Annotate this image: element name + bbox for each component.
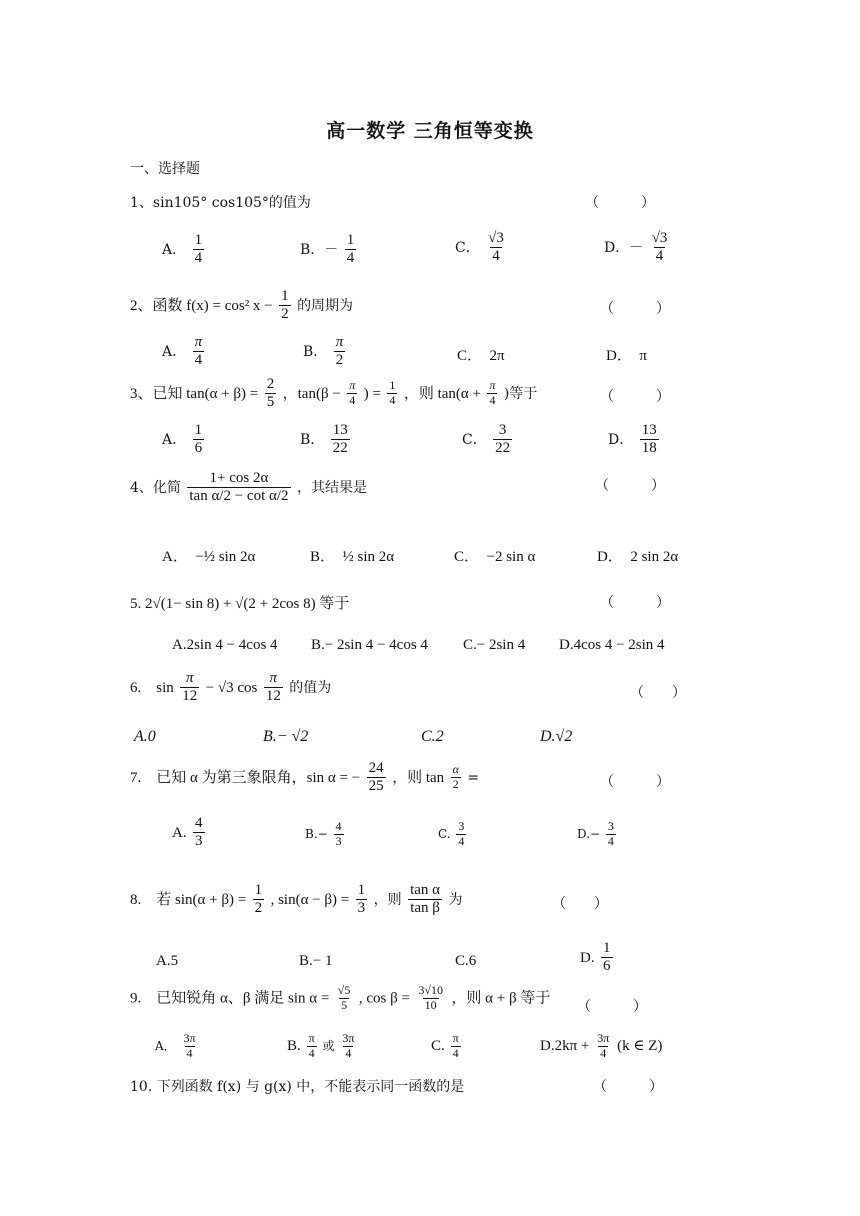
q9-option-d[interactable]: D.2kπ + $\frac{3\pi}{4}$ (k ∈ Z) <box>540 1031 663 1060</box>
question-4-stem: 4、化简 $\frac{1+ \cos 2\alpha}{\text{tan α/2 − cot α/2}}$ ，其结果是 <box>130 470 367 505</box>
q5-option-b[interactable]: B.− 2sin 4 − 4cos 4 <box>311 637 428 653</box>
q2-option-c[interactable]: C． 2π <box>457 348 505 364</box>
q9-option-a[interactable]: A． $\frac{3\pi}{4}$ <box>155 1031 196 1060</box>
question-6-answer-blank: （ ） <box>630 685 686 701</box>
q5-option-a[interactable]: A.2sin 4 − 4cos 4 <box>172 637 278 653</box>
question-8-stem: 8. 若 sin(α + β) = $\frac{1}{2}$ , sin(α − β) = $\frac{1}{3}$ ，则 $\frac{\text{tan α}}{\text{tan β}}$ 为 <box>130 882 463 917</box>
q9-option-b[interactable]: B. $\frac{\pi}{4}$ 或 $\frac{3\pi}{4}$ <box>287 1031 355 1060</box>
q7-option-a[interactable]: A. $\frac{4}{3}$ <box>172 815 203 850</box>
question-10-stem: 10. 下列函数 f(x) 与 g(x) 中，不能表示同一函数的是 <box>130 1079 465 1095</box>
q5-option-d[interactable]: D.4cos 4 − 2sin 4 <box>559 637 665 653</box>
q8-option-c[interactable]: C.6 <box>455 953 477 969</box>
question-10-answer-blank: （ ） <box>593 1079 663 1095</box>
q6-option-b[interactable]: B.− √2 <box>263 728 309 745</box>
q1-option-b[interactable]: B．－ $\frac{1}{4}$ <box>300 232 355 267</box>
question-6-stem: 6. sin $\frac{\pi}{12}$ − √3 cos $\frac{\pi}{12}$ 的值为 <box>130 670 332 705</box>
q4-option-a[interactable]: A． −½ sin 2α <box>162 549 256 565</box>
question-3-answer-blank: （ ） <box>600 389 670 405</box>
q3-option-b[interactable]: B． $\frac{13}{22}$ <box>300 422 348 457</box>
section-heading: 一、选择题 <box>130 161 200 177</box>
q8-option-d[interactable]: D. $\frac{1}{6}$ <box>580 940 611 975</box>
page-title: 高一数学 三角恒等变换 <box>326 120 534 142</box>
q8-option-b[interactable]: B.− 1 <box>299 953 333 969</box>
question-8-answer-blank: （ ） <box>552 896 608 912</box>
question-7-answer-blank: （ ） <box>600 774 670 790</box>
question-2-answer-blank: （ ） <box>600 301 670 317</box>
q3-option-d[interactable]: D． $\frac{13}{18}$ <box>608 422 657 457</box>
question-9-stem: 9. 已知锐角 α、β 满足 sin α = $\frac{√5}{5}$ , cos β = $\frac{3√10}{10}$ ，则 α + β 等于 <box>130 983 551 1012</box>
q8-option-a[interactable]: A.5 <box>156 953 179 969</box>
q1-option-a[interactable]: A． $\frac{1}{4}$ <box>162 232 203 267</box>
q7-option-c[interactable]: C. $\frac{3}{4}$ <box>438 819 465 848</box>
q5-option-c[interactable]: C.− 2sin 4 <box>463 637 526 653</box>
q3-option-c[interactable]: C． $\frac{3}{22}$ <box>462 422 511 457</box>
q3-option-a[interactable]: A． $\frac{1}{6}$ <box>162 422 203 457</box>
q2-option-a[interactable]: A． $\frac{\pi}{4}$ <box>162 334 203 369</box>
question-7-stem: 7. 已知 α 为第三象限角，sin α = − $\frac{24}{25}$ ，则 tan $\frac{\alpha}{2}$ = <box>130 760 480 795</box>
q7-option-d[interactable]: D.− $\frac{3}{4}$ <box>577 819 614 848</box>
question-9-answer-blank: （ ） <box>577 999 647 1015</box>
question-5-stem: 5. 2√(1− sin 8) + √(2 + 2cos 8) 等于 <box>130 596 350 612</box>
question-3-stem: 3、已知 tan(α + β) = $\frac{2}{5}$ ，tan(β − $\frac{\pi}{4}$ ) = $\frac{1}{4}$ ，则 tan(α + $\frac{\pi}{4}$ )等于 <box>130 376 538 411</box>
q7-option-b[interactable]: B.− $\frac{4}{3}$ <box>305 819 342 848</box>
q4-option-b[interactable]: B． ½ sin 2α <box>310 549 395 565</box>
question-2-stem: 2、函数 f(x) = cos² x − $\frac{1}{2}$ 的周期为 <box>130 288 354 323</box>
q4-option-c[interactable]: C． −2 sin α <box>454 549 536 565</box>
q2-option-b[interactable]: B． $\frac{\pi}{2}$ <box>303 334 344 369</box>
question-1-stem: 1、sin105° cos105°的值为 <box>130 195 311 211</box>
q1-option-d[interactable]: D．－ $\frac{√3}{4}$ <box>604 230 668 265</box>
question-4-answer-blank: （ ） <box>595 478 665 494</box>
q4-option-d[interactable]: D． 2 sin 2α <box>597 549 679 565</box>
q6-option-a[interactable]: A.0 <box>134 728 156 745</box>
question-1-answer-blank: （ ） <box>585 195 655 211</box>
question-5-answer-blank: （ ） <box>600 595 670 611</box>
q6-option-d[interactable]: D.√2 <box>540 728 573 745</box>
q9-option-c[interactable]: C. $\frac{\pi}{4}$ <box>431 1031 459 1060</box>
q2-option-d[interactable]: D． π <box>606 348 647 364</box>
q1-option-c[interactable]: C． $\frac{√3}{4}$ <box>455 230 504 265</box>
q6-option-c[interactable]: C.2 <box>421 728 444 745</box>
